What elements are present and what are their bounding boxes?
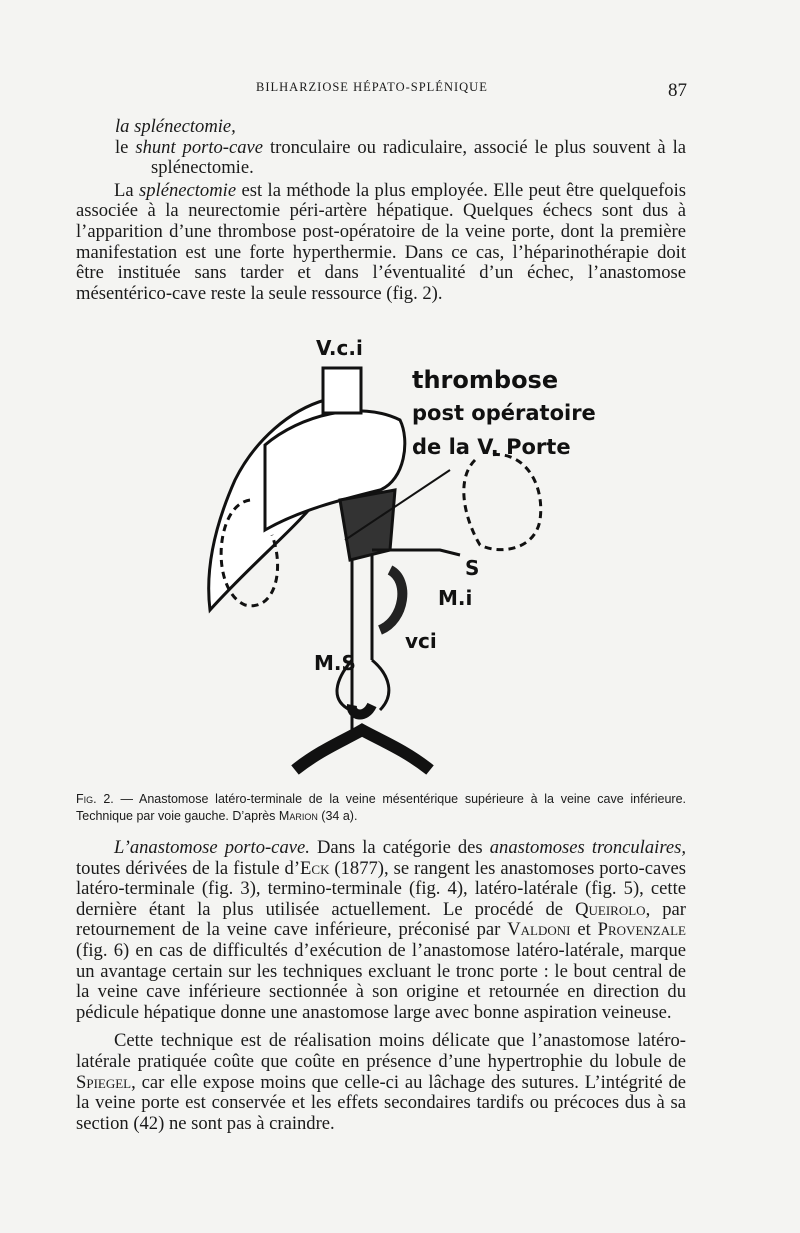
label-ms: M.S	[314, 651, 356, 675]
label-thrombose-1: thrombose	[412, 366, 559, 394]
caption-text: — Anastomose latéro-terminale de la veine mésentérique supérieure à la veine cave inférieure. Technique par voie gauche. D’après	[76, 792, 686, 823]
label-s: S	[465, 556, 480, 580]
caption-ref: (34 a).	[317, 809, 358, 823]
paragraph	[76, 1031, 686, 1134]
emphasis: shunt porto-cave	[135, 136, 264, 158]
text-span: et	[570, 919, 598, 941]
label-vci-top: V.c.i	[316, 336, 363, 360]
list-item-text: la splénectomie,	[115, 116, 236, 137]
label-thrombose-3: de la V. Porte	[412, 435, 571, 459]
label-thrombose-2: post opératoire	[412, 401, 596, 425]
list-item	[76, 138, 686, 179]
author-name: Eck	[300, 857, 330, 879]
text-span: est la méthode la plus employée. Elle peut être quelquefois associée à la neurectomie péri-artère hépatique. Quelques échecs sont dus à l’apparition d’une thrombose post-opératoire de la veine porte, dont la première manifestation est une forte hyperthermie. Dans ce cas, l’héparinothérapie doit être instituée sans tarder et dans l’éventualité d’un échec, l’anastomose mésentérico-cave reste la seule ressource (fig. 2).	[76, 179, 686, 304]
text-span: (1877), se rangent les anastomoses porto-caves latéro-terminale (fig. 3), termino-terminale (fig. 4), latéro-latérale (fig. 5), cette dernière étant la plus utilisée actuellement. Le procédé de	[76, 857, 686, 920]
running-title: BILHARZIOSE HÉPATO-SPLÉNIQUE	[256, 80, 488, 94]
text-block-2	[76, 838, 686, 1134]
emphasis: splénectomie	[139, 179, 237, 201]
page-number: 87	[668, 80, 687, 101]
intro-list	[76, 117, 686, 304]
text-span: (fig. 6) en cas de difficultés d’exécution de l’anastomose latéro-latérale, marque un avantage certain sur les techniques excluant le tronc porte : le bout central de la veine cave inférieure sectionnée à son origine et retournée en direction du pédicule hépatique donne une anastomose large avec bonne aspiration veineuse.	[76, 939, 686, 1023]
text-span: toutes dérivées de la fistule d’	[76, 857, 301, 879]
figure-2-illustration	[0, 330, 800, 790]
emphasis: anastomoses tronculaires,	[489, 837, 686, 858]
caption-author: Marion	[278, 809, 318, 823]
label-mi: M.i	[438, 586, 473, 610]
text-span: le	[115, 136, 136, 158]
author-name: Spiegel	[76, 1071, 132, 1093]
text-span: , par retournement de la veine cave inférieure, préconisé par	[76, 898, 687, 941]
emphasis: L’anastomose porto-cave.	[114, 837, 310, 858]
figure-caption	[76, 791, 686, 825]
list-item	[76, 117, 686, 138]
text-span: Cette technique est de réalisation moins délicate que l’anastomose latéro-latérale pratiquée coûte que coûte en présence d’une hypertrophie du lobule de	[76, 1030, 686, 1072]
paragraph	[76, 181, 686, 305]
paragraph	[76, 838, 686, 1023]
text-span: Dans la catégorie des	[309, 837, 490, 858]
text-span: La	[114, 179, 140, 201]
text-span: , car elle expose moins que celle-ci au lâchage des sutures. L’intégrité de la veine porte est conservée et les effets secondaires tardifs ou précoces dus à sa section (42) ne sont pas à craindre.	[76, 1071, 686, 1134]
text-span: tronculaire ou radiculaire, associé le plus souvent à la splénectomie.	[151, 136, 687, 179]
author-name: Queirolo	[575, 898, 646, 920]
author-name: Valdoni	[507, 919, 571, 941]
label-vci: vci	[405, 629, 437, 653]
author-name: Provenzale	[597, 919, 686, 941]
figure-number: Fig. 2.	[76, 792, 114, 806]
